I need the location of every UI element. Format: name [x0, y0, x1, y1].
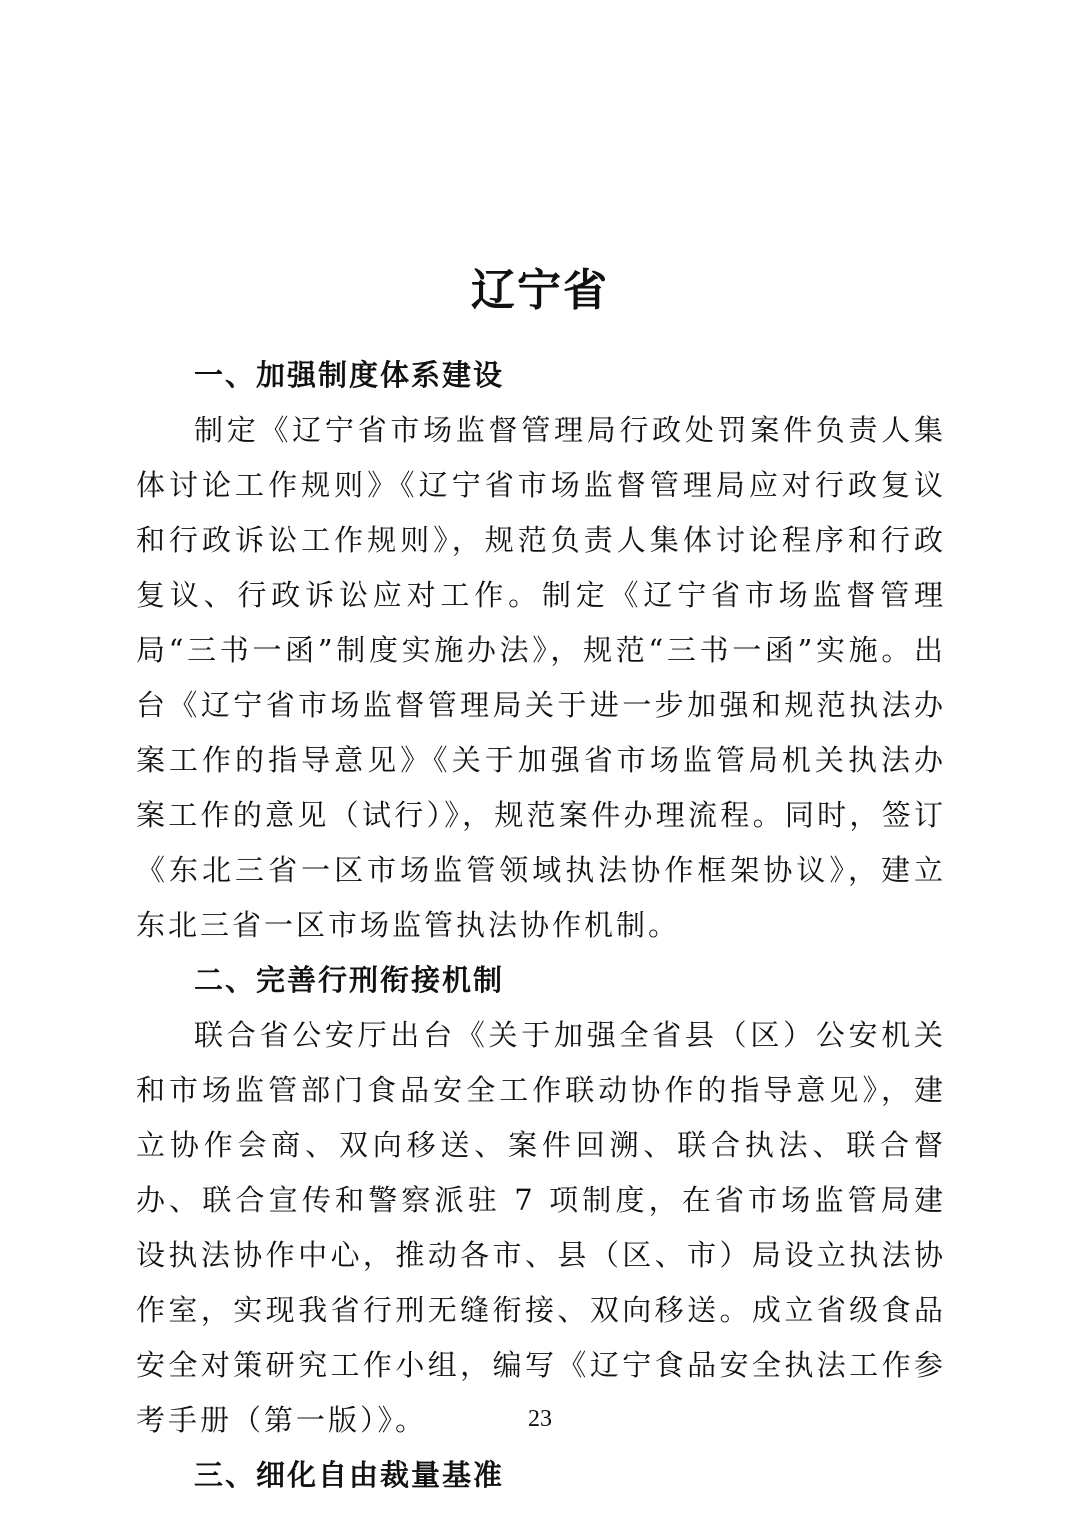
page-number: 23: [528, 1406, 552, 1432]
section-paragraph-1: 制定《辽宁省市场监督管理局行政处罚案件负责人集体讨论工作规则》《辽宁省市场监督管理局应对行政复议和行政诉讼工作规则》，规范负责人集体讨论程序和行政复议、行政诉讼应对工作。制定《辽宁省市场监督管理局“三书一函”制度实施办法》，规范“三书一函”实施。出台《辽宁省市场监督管理局关于进一步加强和规范执法办案工作的指导意见》《关于加强省市场监管局机关执法办案工作的意见（试行）》，规范案件办理流程。同时，签订《东北三省一区市场监管领域执法协作框架协议》，建立东北三省一区市场监管执法协作机制。: [136, 413, 946, 942]
section-heading-1: 一、加强制度体系建设: [194, 358, 505, 392]
section-paragraph-2: 联合省公安厅出台《关于加强全省县（区）公安机关和市场监管部门食品安全工作联动协作的指导意见》，建立协作会商、双向移送、案件回溯、联合执法、联合督办、联合宣传和警察派驻 7 项制度，在省市场监管局建设执法协作中心，推动各市、县（区、市）局设立执法协作室，实现我省行刑无缝衔接、双向移送。成立省级食品安全对策研究工作小组，编写《辽宁食品安全执法工作参考手册（第一版）》。: [136, 1018, 946, 1437]
section-heading-2: 二、完善行刑衔接机制: [194, 963, 505, 997]
section-heading-3: 三、细化自由裁量基准: [194, 1458, 505, 1492]
page-title: 辽宁省: [471, 265, 609, 317]
document-body: [136, 348, 946, 1503]
